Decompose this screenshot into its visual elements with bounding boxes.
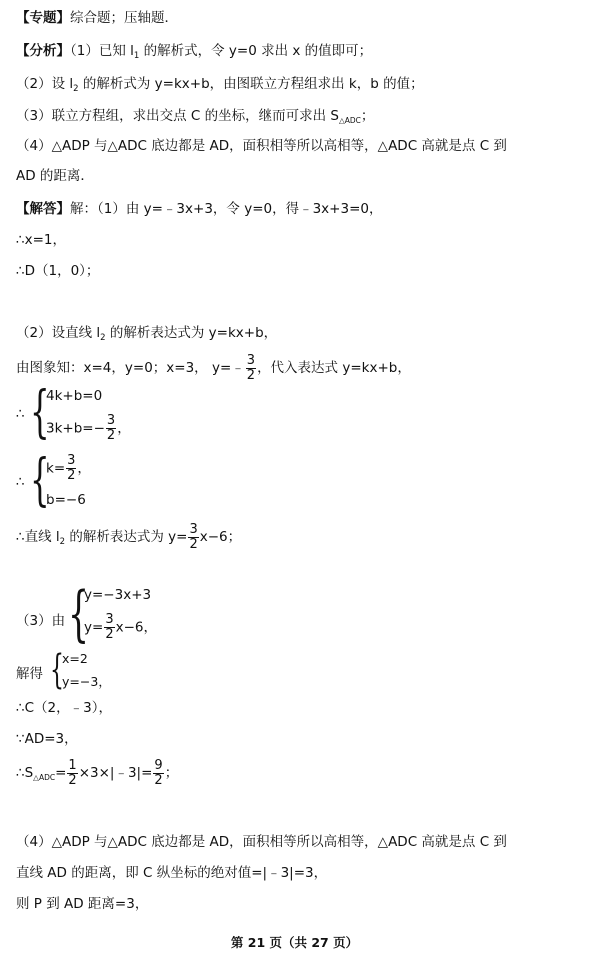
- math-text: y=: [211, 360, 232, 376]
- minus-sign: ﹣: [231, 360, 245, 376]
- analysis-line-2: [16, 75, 424, 98]
- answer-text: （2）设直线 l: [16, 325, 101, 341]
- punctuation: ，: [117, 420, 131, 437]
- fraction: [246, 354, 256, 383]
- math-text: y=: [168, 529, 188, 545]
- equation-row: [46, 414, 131, 443]
- punctuation: ；: [164, 765, 179, 781]
- answer-tag: 【解答】: [16, 201, 70, 217]
- left-brace-icon: {: [30, 380, 50, 445]
- math-text: x−6: [115, 619, 144, 636]
- analysis-text: 的解析式，令 y=0 求出 x 的值即可；: [139, 43, 373, 59]
- answer-line-3: ∴D（1，0）；: [16, 263, 100, 279]
- q2-line-2: [16, 352, 411, 384]
- therefore-symbol: ∴: [16, 474, 25, 490]
- analysis-line-4: （4）△ADP 与△ADC 底边都是 AD，面积相等所以高相等，△ADC 高就是点 C 到: [16, 138, 507, 154]
- numerator: 9: [154, 757, 163, 773]
- answer-text: 由图象知：x=4，y=0；x=3，: [16, 360, 208, 376]
- answer-text: 的解析表达式为 y=kx+b，: [105, 325, 278, 341]
- topic-text: 综合题；压轴题．: [70, 10, 178, 26]
- denominator: 2: [154, 772, 163, 788]
- topic-line: [16, 9, 178, 27]
- subscript: △ADC: [33, 773, 56, 782]
- analysis-text: ；: [360, 108, 375, 124]
- denominator: 2: [246, 367, 256, 383]
- numerator: 3: [67, 453, 76, 468]
- math-text: k=: [46, 460, 66, 477]
- analysis-text: （2）设 l: [16, 76, 74, 92]
- equation-row: b=−6: [46, 492, 86, 508]
- analysis-text: （3）联立方程组，求出交点 C 的坐标，继而可求出 S: [16, 108, 339, 124]
- answer-text: ∴S: [16, 765, 34, 781]
- left-brace-icon: {: [68, 579, 90, 649]
- numerator: 1: [68, 757, 77, 773]
- answer-line-2: ∴x=1，: [16, 232, 66, 248]
- numerator: 3: [105, 612, 114, 627]
- subscript: 2: [73, 84, 79, 94]
- answer-text: （3）由: [16, 613, 66, 629]
- answer-text: 解：（1）由 y=﹣3x+3，令 y=0，得﹣3x+3=0，: [70, 201, 383, 217]
- denominator: 2: [189, 536, 198, 552]
- fraction: [104, 613, 114, 642]
- analysis-line-3: [16, 107, 374, 130]
- math-text: 3k+b=: [46, 420, 94, 437]
- punctuation: ，: [143, 619, 157, 636]
- page-footer: 第 21 页（共 27 页）: [230, 935, 359, 950]
- analysis-line-1: [16, 42, 372, 65]
- answer-text: 的解析表达式为: [65, 529, 169, 545]
- area-line: [16, 756, 178, 795]
- analysis-line-5: AD 的距离．: [16, 168, 94, 184]
- c-coordinate-line: ∴C（2，﹣3），: [16, 700, 112, 716]
- fraction: [106, 414, 116, 443]
- equation-row: x=2: [62, 651, 88, 666]
- equation-row: [84, 613, 157, 642]
- line-l2-result: [16, 522, 241, 557]
- answer-text: ∴直线 l: [16, 529, 60, 545]
- topic-tag: 【专题】: [16, 10, 70, 26]
- equation-row: [46, 454, 91, 483]
- equation-row: y=−3x+3: [84, 587, 152, 603]
- left-brace-icon: {: [50, 647, 64, 693]
- denominator: 2: [68, 772, 77, 788]
- answer-line-1: [16, 200, 382, 218]
- numerator: 3: [106, 413, 116, 428]
- answer-text: ，代入表达式 y=kx+b，: [257, 360, 411, 376]
- minus-sign: −: [93, 420, 105, 437]
- left-brace-icon: {: [30, 448, 50, 513]
- answer-text: 解得: [16, 666, 43, 682]
- fraction: [153, 759, 163, 788]
- analysis-tag: 【分析】: [16, 43, 70, 59]
- math-text: y=: [84, 619, 104, 636]
- math-text: =: [55, 765, 67, 781]
- numerator: 3: [246, 352, 256, 368]
- subscript: 1: [133, 51, 140, 61]
- analysis-text: （1）已知 l: [70, 43, 134, 59]
- subscript: △ADC: [338, 116, 361, 125]
- fraction: [66, 454, 76, 483]
- q4-line-1: （4）△ADP 与△ADC 底边都是 AD，面积相等所以高相等，△ADC 高就是点 C 到: [16, 834, 507, 850]
- math-text: y=−3: [62, 674, 99, 689]
- q4-line-3: 则 P 到 AD 距离=3，: [16, 896, 149, 912]
- subscript: 2: [100, 333, 106, 343]
- q2-line-1: [16, 324, 277, 347]
- denominator: 2: [106, 428, 116, 443]
- therefore-symbol: ∴: [16, 406, 25, 422]
- fraction: [67, 759, 77, 788]
- denominator: 2: [105, 627, 114, 642]
- equation-row: [62, 672, 111, 690]
- denominator: 2: [67, 468, 76, 483]
- math-text: ×3×|﹣3|=: [78, 765, 153, 781]
- numerator: 3: [189, 521, 198, 537]
- q4-line-2: 直线 AD 的距离，即 C 纵坐标的绝对值=|﹣3|=3，: [16, 865, 328, 881]
- math-text: x−6；: [199, 529, 242, 545]
- analysis-text: 的解析式为 y=kx+b，由图联立方程组求出 k，b 的值；: [78, 76, 424, 92]
- punctuation: ，: [77, 460, 91, 477]
- punctuation: ，: [98, 674, 111, 689]
- subscript: 2: [59, 537, 66, 547]
- ad-length-line: ∵AD=3，: [16, 731, 78, 747]
- equation-row: 4k+b=0: [46, 388, 103, 404]
- fraction: [188, 523, 198, 552]
